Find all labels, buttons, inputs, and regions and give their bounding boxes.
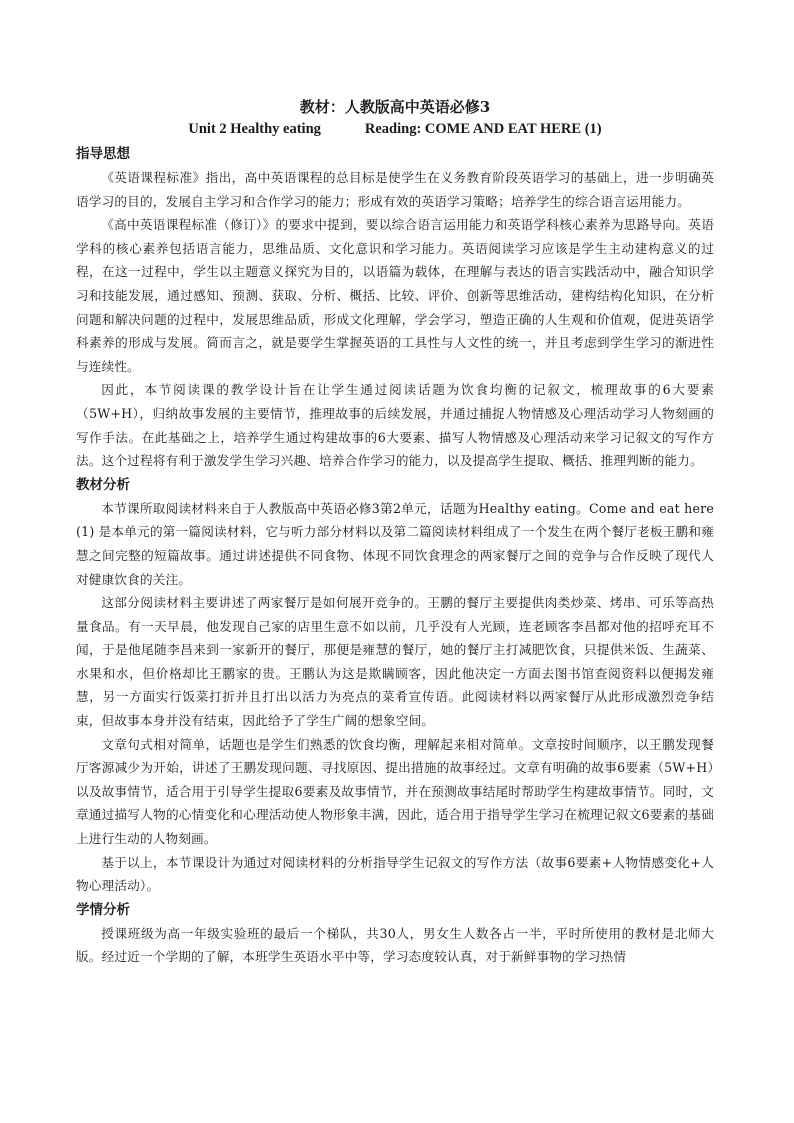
unit-title: Unit 2 Healthy eating [188, 121, 321, 137]
document-subtitle [76, 118, 714, 140]
paragraph: 因此，本节阅读课的教学设计旨在让学生通过阅读话题为饮食均衡的记叙文，梳理故事的6大要素（5W+H），归纳故事发展的主要情节，推理故事的后续发展，并通过捕捉人物情感及心理活动学习人物刻画的写作手法。在此基础之上，培养学生通过构建故事的6大要素、描写人物情感及心理活动来学习记叙文的写作方法。这个过程将有利于激发学生学习兴趣、培养合作学习的能力，以及提高学生提取、概括、推理判断的能力。 [76, 382, 714, 469]
section-heading: 指导思想 [76, 146, 130, 162]
document-title: 教材：人教版高中英语必修3 [299, 98, 491, 116]
section-heading: 学情分析 [76, 901, 130, 918]
paragraph: 基于以上，本节课设计为通过对阅读材料的分析指导学生记叙文的写作方法（故事6要素+人物情感变化+人物心理活动）。 [76, 854, 714, 894]
paragraph: 《英语课程标准》指出，高中英语课程的总目标是使学生在义务教育阶段英语学习的基础上，进一步明确英语学习的目的，发展自主学习和合作学习的能力；形成有效的英语学习策略；培养学生的综合语言运用能力。 [76, 170, 714, 209]
paragraph: 《高中英语课程标准（修订）》的要求中提到，要以综合语言运用能力和英语学科核心素养为思路导向。英语学科的核心素养包括语言能力，思维品质、文化意识和学习能力。英语阅读学习应该是学生主动建构意义的过程，在这一过程中，学生以主题意义探究为目的，以语篇为载体，在理解与表达的语言实践活动中，融合知识学习和技能发展，通过感知、预测、获取、分析、概括、比较、评价、创新等思维活动，建构结构化知识，在分析问题和解决问题的过程中，发展思维品质，形成文化理解，学会学习，塑造正确的人生观和价值观，促进英语学科素养的形成与发展。简而言之，就是要学生掌握英语的工具性与人文性的统一，并且考虑到学生学习的渐进性与连续性。 [76, 217, 714, 374]
lesson-title: Reading: COME AND EAT HERE (1) [364, 121, 602, 137]
paragraph: 文章句式相对简单，话题也是学生们熟悉的饮食均衡，理解起来相对简单。文章按时间顺序，以王鹏发现餐厅客源减少为开始，讲述了王鹏发现问题、寻找原因、提出措施的故事经过。文章有明确的故事6要素（5W+H）以及故事情节，适合用于引导学生提取6要素及故事情节，并在预测故事结尾时帮助学生构建故事情节。同时，文章通过描写人物的心情变化和心理活动使人物形象丰满，因此，适合用于指导学生学习在梳理记叙文6要素的基础上进行生动的人物刻画。 [76, 736, 714, 847]
paragraph: 本节课所取阅读材料来自于人教版高中英语必修3第2单元，话题为Healthy eating。Come and eat here (1) 是本单元的第一篇阅读材料，它与听力部分材料以及第二篇阅读材料组成了一个发生在两个餐厅老板王鹏和雍慧之间完整的短篇故事。通过讲述提供不同食物、体现不同饮食理念的两家餐厅之间的竞争与合作反映了现代人对健康饮食的关注。 [76, 500, 714, 587]
paragraph: 这部分阅读材料主要讲述了两家餐厅是如何展开竞争的。王鹏的餐厅主要提供肉类炒菜、烤串、可乐等高热量食品。有一天早晨，他发现自己家的店里生意不如以前，几乎没有人光顾，连老顾客李昌都对他的招呼充耳不闻，于是他尾随李昌来到一家新开的餐厅，那便是雍慧的餐厅，她的餐厅主打减肥饮食，只提供米饭、生蔬菜、水果和水，但价格却比王鹏家的贵。王鹏认为这是欺瞒顾客，因此他决定一方面去图书馆查阅资料以便揭发雍慧，另一方面实行饭菜打折并且打出以活力为亮点的菜肴宣传语。此阅读材料以两家餐厅从此形成激烈竞争结束，但故事本身并没有结束，因此给予了学生广阔的想象空间。 [76, 595, 714, 729]
section-guiding-ideology [76, 142, 714, 473]
section-student-analysis [76, 898, 714, 969]
section-heading: 教材分析 [76, 476, 130, 493]
paragraph: 授课班级为高一年级实验班的最后一个梯队，共30人，男女生人数各占一半，平时所使用的教材是北师大版。经过近一个学期的了解，本班学生英语水平中等，学习态度较认真，对于新鲜事物的学习热情 [76, 925, 714, 965]
section-textbook-analysis [76, 473, 714, 898]
